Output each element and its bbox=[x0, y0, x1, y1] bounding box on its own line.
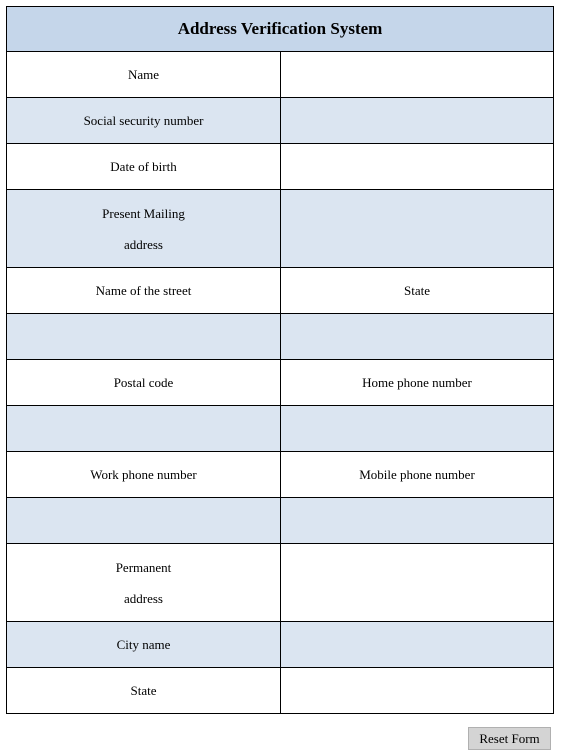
ssn-cell bbox=[281, 98, 554, 144]
postal-code-input[interactable] bbox=[7, 406, 280, 451]
postal-code-cell bbox=[7, 406, 281, 452]
street-input[interactable] bbox=[7, 314, 280, 359]
name-label: Name bbox=[7, 52, 281, 98]
permanent-address-input[interactable] bbox=[281, 544, 553, 621]
permanent-address-cell bbox=[281, 544, 554, 622]
state-header-label: State bbox=[281, 268, 554, 314]
city-name-label: City name bbox=[7, 622, 281, 668]
state-label: State bbox=[7, 668, 281, 714]
name-input[interactable] bbox=[281, 52, 553, 97]
address-verification-form bbox=[6, 6, 554, 714]
home-phone-label: Home phone number bbox=[281, 360, 554, 406]
dob-input[interactable] bbox=[281, 144, 553, 189]
mailing-address-label-line2: address bbox=[124, 236, 163, 252]
street-cell bbox=[7, 314, 281, 360]
state-address-input[interactable] bbox=[281, 314, 553, 359]
form-title: Address Verification System bbox=[7, 7, 554, 52]
home-phone-cell bbox=[281, 406, 554, 452]
postal-code-label: Postal code bbox=[7, 360, 281, 406]
home-phone-input[interactable] bbox=[281, 406, 553, 451]
work-phone-label: Work phone number bbox=[7, 452, 281, 498]
ssn-input[interactable] bbox=[281, 98, 553, 143]
permanent-address-label bbox=[7, 544, 281, 622]
dob-label: Date of birth bbox=[7, 144, 281, 190]
mailing-address-label bbox=[7, 190, 281, 268]
mailing-address-input[interactable] bbox=[281, 190, 553, 267]
work-phone-cell bbox=[7, 498, 281, 544]
name-cell bbox=[281, 52, 554, 98]
permanent-address-label-line1: Permanent bbox=[115, 559, 172, 575]
city-name-cell bbox=[281, 622, 554, 668]
city-name-input[interactable] bbox=[281, 622, 553, 667]
mailing-address-label-line1: Present Mailing bbox=[102, 205, 185, 221]
work-phone-input[interactable] bbox=[7, 498, 280, 543]
permanent-address-label-line2: address bbox=[124, 590, 163, 606]
mobile-phone-input[interactable] bbox=[281, 498, 553, 543]
dob-cell bbox=[281, 144, 554, 190]
state-input[interactable] bbox=[281, 668, 553, 713]
street-label: Name of the street bbox=[7, 268, 281, 314]
state-cell bbox=[281, 668, 554, 714]
state-address-cell bbox=[281, 314, 554, 360]
mobile-phone-label: Mobile phone number bbox=[281, 452, 554, 498]
ssn-label: Social security number bbox=[7, 98, 281, 144]
reset-form-button[interactable]: Reset Form bbox=[468, 727, 551, 750]
mobile-phone-cell bbox=[281, 498, 554, 544]
mailing-address-cell bbox=[281, 190, 554, 268]
